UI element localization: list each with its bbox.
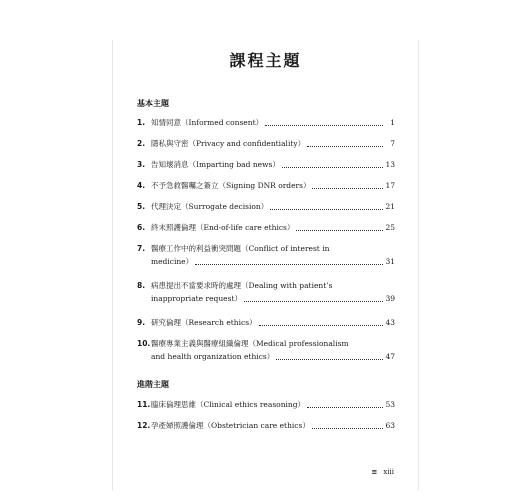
entry-title-continued: inappropriate request）	[151, 294, 242, 303]
entry-title-continued: medicine）	[151, 257, 194, 266]
toc-entry-1[interactable]	[137, 116, 395, 129]
dot-leader	[270, 209, 383, 210]
dot-leader	[244, 301, 383, 302]
toc-entry-7[interactable]	[137, 242, 395, 268]
footer-marker: ≡	[371, 468, 378, 476]
entry-page: 63	[385, 421, 395, 430]
page-title: 課程主題	[229, 51, 302, 70]
section-heading-basic: 基本主題	[137, 99, 169, 108]
entry-number: 1.	[137, 118, 146, 127]
entry-number: 9.	[137, 318, 146, 327]
toc-entry-9[interactable]	[137, 316, 395, 329]
entry-number: 12.	[137, 421, 151, 430]
entry-page: 53	[385, 400, 395, 409]
toc-entry-5[interactable]	[137, 200, 395, 213]
entry-title: 不予急救醫囑之簽立（Signing DNR orders）	[151, 181, 311, 190]
entry-page: 47	[385, 352, 395, 361]
entry-number: 8.	[137, 281, 146, 290]
entry-title: 孕產婦照護倫理（Obstetrician care ethics）	[151, 421, 310, 430]
entry-page: 21	[385, 202, 395, 211]
toc-entry-2[interactable]	[137, 137, 395, 150]
entry-title: 知情同意（Informed consent）	[151, 118, 264, 127]
entry-title: 病患提出不當要求時的處理（Dealing with patient’s	[151, 281, 333, 290]
entry-page: 31	[385, 257, 395, 266]
dot-leader	[195, 264, 383, 265]
footer-page-number: xiii	[383, 468, 394, 476]
entry-title: 臨床倫理思維（Clinical ethics reasoning）	[151, 400, 306, 409]
toc-entry-6[interactable]	[137, 221, 395, 234]
entry-number: 6.	[137, 223, 146, 232]
dot-leader	[259, 325, 383, 326]
entry-page: 43	[385, 318, 395, 327]
entry-number: 4.	[137, 181, 146, 190]
entry-page: 25	[385, 223, 395, 232]
toc-entry-8[interactable]	[137, 279, 395, 305]
entry-title: 代理決定（Surrogate decision）	[151, 202, 269, 211]
entry-number: 3.	[137, 160, 146, 169]
dot-leader	[307, 146, 383, 147]
dot-leader	[312, 188, 383, 189]
entry-page: 7	[390, 139, 395, 148]
dot-leader	[296, 230, 383, 231]
dot-leader	[307, 407, 383, 408]
dot-leader	[265, 125, 383, 126]
entry-page: 39	[385, 294, 395, 303]
dot-leader	[276, 359, 383, 360]
entry-title: 告知壞消息（Imparting bad news）	[151, 160, 280, 169]
entry-number: 7.	[137, 244, 146, 253]
page-footer	[371, 468, 394, 476]
entry-number: 2.	[137, 139, 146, 148]
entry-page: 1	[390, 118, 395, 127]
entry-number: 5.	[137, 202, 146, 211]
toc-entry-3[interactable]	[137, 158, 395, 171]
entry-page: 13	[385, 160, 395, 169]
toc-page	[112, 40, 419, 490]
entry-title: 終末照護倫理（End-of-life care ethics）	[151, 223, 295, 232]
toc-entry-12[interactable]	[137, 419, 395, 432]
entry-title-continued: and health organization ethics）	[151, 352, 275, 361]
entry-title: 醫療專業主義與醫療組織倫理（Medical professionalism	[151, 339, 349, 348]
entry-title: 隱私與守密（Privacy and confidentiality）	[151, 139, 306, 148]
entry-page: 17	[385, 181, 395, 190]
entry-title: 醫療工作中的利益衝突問題（Conflict of interest in	[151, 244, 330, 253]
dot-leader	[282, 167, 383, 168]
toc-entry-10[interactable]	[137, 337, 395, 363]
toc-entry-11[interactable]	[137, 398, 395, 411]
section-heading-advanced: 進階主題	[137, 380, 169, 389]
toc-entry-4[interactable]	[137, 179, 395, 192]
entry-title: 研究倫理（Research ethics）	[151, 318, 257, 327]
entry-number: 10.	[137, 339, 151, 348]
dot-leader	[312, 428, 383, 429]
entry-number: 11.	[137, 400, 151, 409]
